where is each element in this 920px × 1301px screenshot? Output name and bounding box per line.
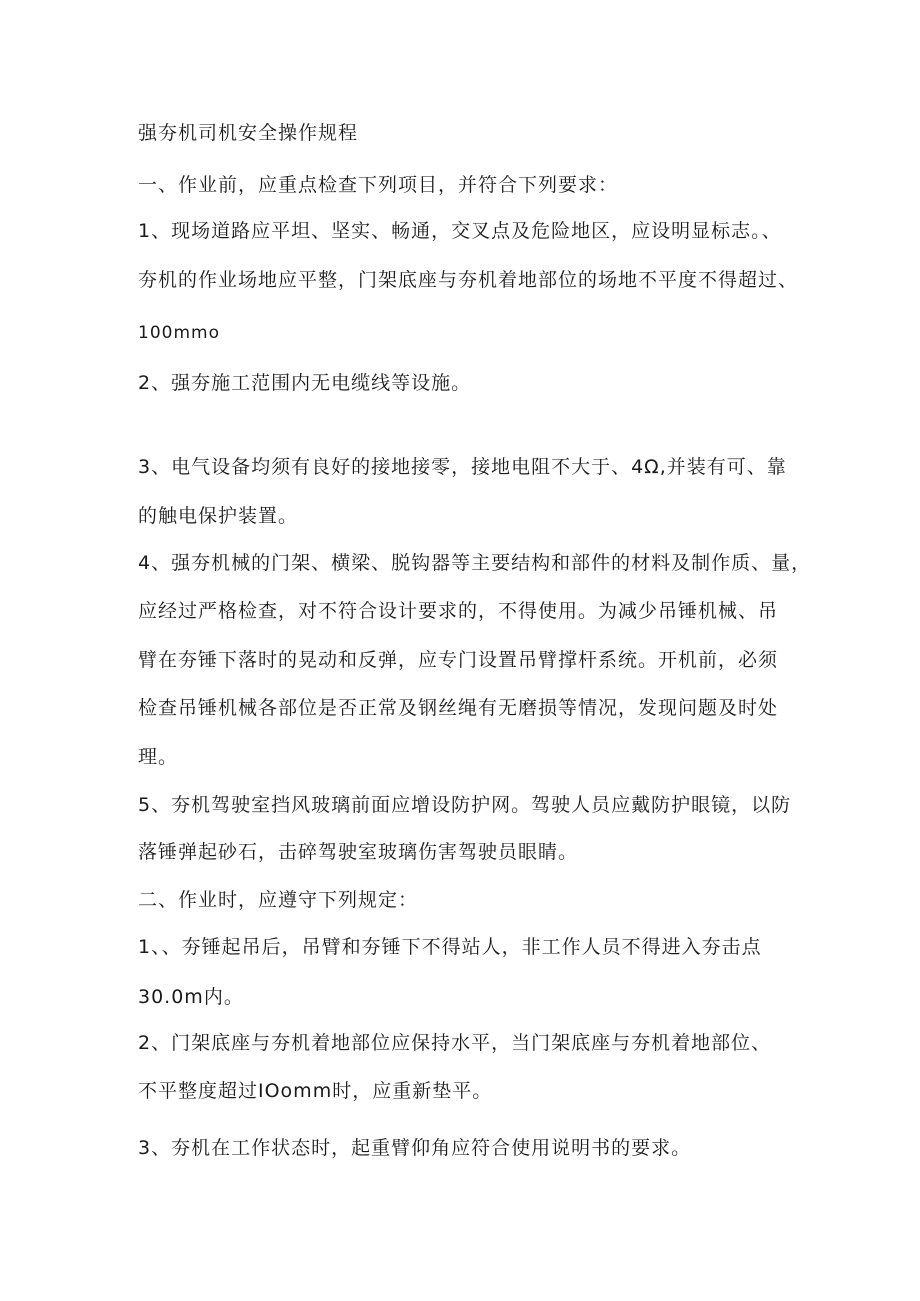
section-2-item-2-line-1: 2、门架底座与夯机着地部位应保持水平，当门架底座与夯机着地部位、 — [138, 1032, 772, 1054]
item-5-line-1: 5、夯机驾驶室挡风玻璃前面应增设防护网。驾驶人员应戴防护眼镜，以防 — [138, 794, 792, 816]
section-2-item-2-line-2: 不平整度超过IOomm时，应重新垫平。 — [138, 1080, 493, 1102]
item-2-line-1: 2、强夯施工范围内无电缆线等设施。 — [138, 372, 472, 394]
item-1-line-3: 100mmo — [138, 323, 220, 343]
document-title: 强夯机司机安全操作规程 — [138, 122, 359, 144]
item-3-line-1: 3、电气设备均须有良好的接地接零，接地电阻不大于、4Ω,并装有可、靠 — [138, 456, 787, 478]
section-1-heading: 一、作业前，应重点检查下列项目，并符合下列要求： — [138, 174, 619, 196]
item-4-line-3: 臂在夯锤下落时的晃动和反弹，应专门设置吊臂撑杆系统。开机前，必须 — [138, 649, 779, 671]
section-2-heading: 二、作业时，应遵守下列规定： — [138, 889, 419, 911]
item-4-line-4: 检查吊锤机械各部位是否正常及钢丝绳有无磨损等情况，发现问题及时处 — [138, 697, 779, 719]
item-5-line-2: 落锤弹起砂石，击碎驾驶室玻璃伤害驾驶员眼睛。 — [138, 841, 579, 863]
section-2-item-1-line-2: 30.0m内。 — [138, 986, 244, 1008]
item-4-line-5: 理。 — [138, 746, 179, 768]
item-1-line-1: 1、现场道路应平坦、坚实、畅通，交叉点及危险地区，应设明显标志。、 — [138, 220, 782, 242]
section-2-item-1-line-1: 1、、夯锤起吊后，吊臂和夯锤下不得站人，非工作人员不得进入夯击点 — [138, 936, 762, 958]
item-3-line-2: 的触电保护装置。 — [138, 505, 299, 527]
section-2-item-3-line-1: 3、夯机在工作状态时，起重臂仰角应符合使用说明书的要求。 — [138, 1137, 692, 1159]
item-4-line-2: 应经过严格检查，对不符合设计要求的，不得使用。为减少吊锤机械、吊 — [138, 600, 779, 622]
item-4-line-1: 4、强夯机械的门架、横梁、脱钩器等主要结构和部件的材料及制作质、量， — [138, 552, 812, 574]
item-1-line-2: 夯机的作业场地应平整，门架底座与夯机着地部位的场地不平度不得超过、 — [138, 269, 799, 291]
